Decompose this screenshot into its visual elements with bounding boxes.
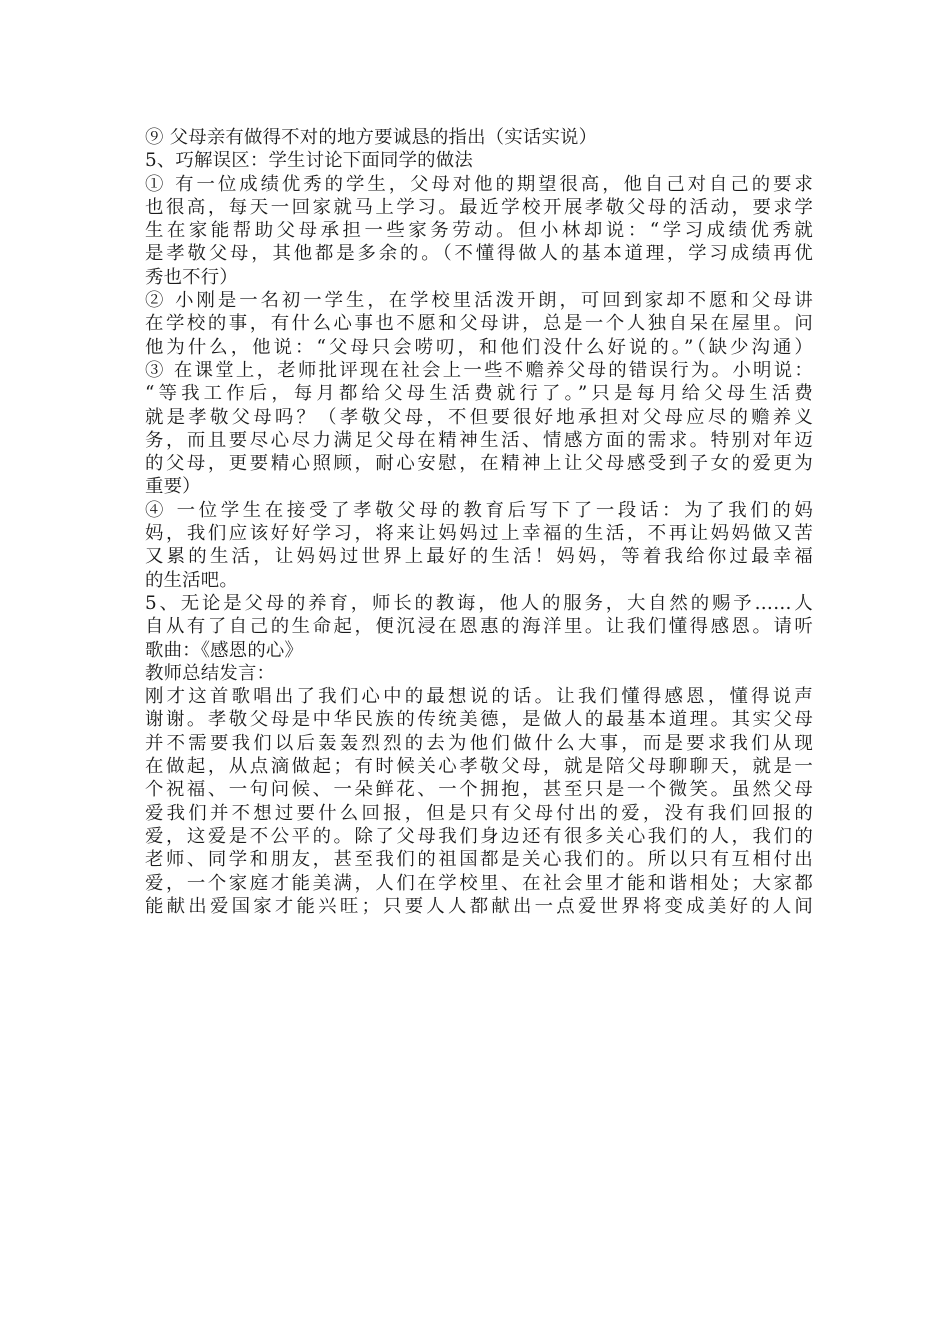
text-line: 爱我们并不想过要什么回报，但是只有父母付出的爱，没有我们回报的	[145, 802, 813, 824]
text-line: 爱，这爱是不公平的。除了父母我们身边还有很多关心我们的人，我们的	[145, 825, 813, 847]
text-line: 在做起，从点滴做起；有时候关心孝敬父母，就是陪父母聊聊天，就是一	[145, 756, 813, 778]
text-line: 爱，一个家庭才能美满，人们在学校里、在社会里才能和谐相处；大家都	[145, 872, 813, 894]
text-line: ④ 一位学生在接受了孝敬父母的教育后写下了一段话：为了我们的妈	[145, 499, 813, 521]
text-line: 生在家能帮助父母承担一些家务劳动。但小林却说：“学习成绩优秀就	[145, 220, 813, 242]
text-line: 的生活吧。	[145, 569, 238, 591]
text-line: 重要）	[145, 476, 201, 498]
text-line: ③ 在课堂上，老师批评现在社会上一些不赡养父母的错误行为。小明说：	[145, 359, 813, 381]
text-line: 在学校的事，有什么心事也不愿和父母讲，总是一个人独自呆在屋里。问	[145, 313, 813, 335]
text-line: 也很高，每天一回家就马上学习。最近学校开展孝敬父母的活动，要求学	[145, 196, 813, 218]
document-body	[145, 126, 813, 918]
text-line: 个祝福、一句问候、一朵鲜花、一个拥抱，甚至只是一个微笑。虽然父母	[145, 779, 813, 801]
text-line: 他为什么，他说：“父母只会唠叨，和他们没什么好说的。”（缺少沟通）	[145, 336, 813, 358]
text-line: 的父母，更要精心照顾，耐心安慰，在精神上让父母感受到子女的爱更为	[145, 453, 813, 475]
text-line: 刚才这首歌唱出了我们心中的最想说的话。让我们懂得感恩，懂得说声	[145, 686, 813, 708]
text-line: 妈，我们应该好好学习，将来让妈妈过上幸福的生活，不再让妈妈做又苦	[145, 523, 813, 545]
text-line: 能献出爱国家才能兴旺；只要人人都献出一点爱世界将变成美好的人间	[145, 895, 813, 917]
text-line: 5、无论是父母的养育，师长的教诲，他人的服务，大自然的赐予……人	[145, 592, 813, 614]
section-heading: 5、巧解误区：学生讨论下面同学的做法	[145, 150, 473, 172]
text-line: 并不需要我们以后轰轰烈烈的去为他们做什么大事，而是要求我们从现	[145, 732, 813, 754]
text-line: ② 小刚是一名初一学生，在学校里活泼开朗，可回到家却不愿和父母讲	[145, 290, 813, 312]
text-line: 务，而且要尽心尽力满足父母在精神生活、情感方面的需求。特别对年迈	[145, 429, 813, 451]
text-line: “等我工作后，每月都给父母生活费就行了。”只是每月给父母生活费	[145, 383, 813, 405]
text-line: ⑨ 父母亲有做得不对的地方要诚恳的指出（实话实说）	[145, 127, 598, 148]
text-line: 秀也不行）	[145, 266, 238, 288]
text-line: ① 有一位成绩优秀的学生，父母对他的期望很高，他自己对自己的要求	[145, 173, 813, 195]
text-line: 是孝敬父母，其他都是多余的。（不懂得做人的基本道理，学习成绩再优	[145, 243, 813, 265]
text-line: 自从有了自己的生命起，便沉浸在恩惠的海洋里。让我们懂得感恩。请听	[145, 616, 813, 638]
text-line: 又累的生活，让妈妈过世界上最好的生活！妈妈，等着我给你过最幸福	[145, 546, 813, 568]
section-heading: 教师总结发言：	[145, 662, 276, 684]
text-line: 老师、同学和朋友，甚至我们的祖国都是关心我们的。所以只有互相付出	[145, 849, 813, 871]
text-line: 就是孝敬父母吗？（孝敬父母，不但要很好地承担对父母应尽的赡养义	[145, 406, 813, 428]
text-line: 谢谢。孝敬父母是中华民族的传统美德，是做人的最基本道理。其实父母	[145, 709, 813, 731]
text-line: 歌曲：《感恩的心》	[145, 639, 304, 661]
